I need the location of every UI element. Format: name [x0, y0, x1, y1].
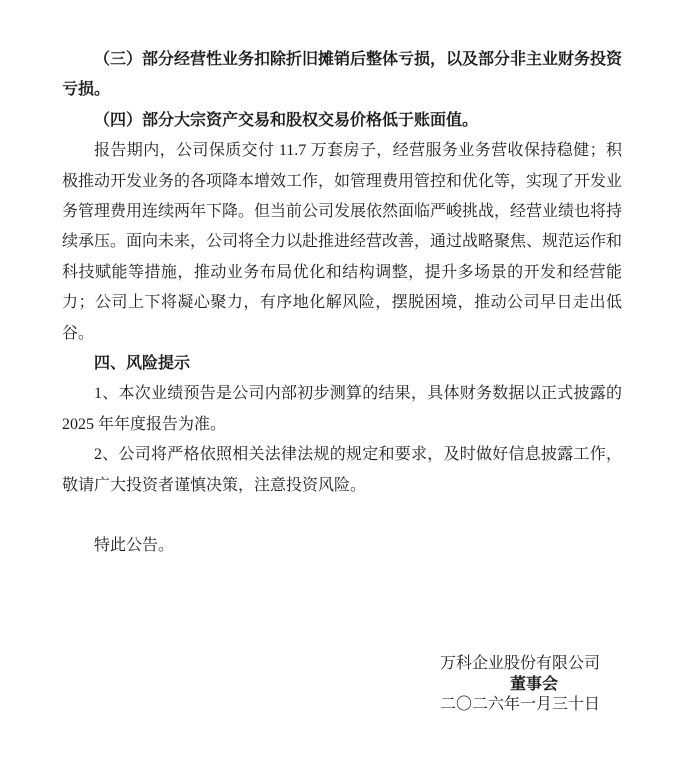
- paragraph-risk-note-1: 1、本次业绩预告是公司内部初步测算的结果，具体财务数据以正式披露的 2025 年年度报告为准。: [62, 385, 622, 433]
- paragraph-operations-summary: 报告期内，公司保质交付 11.7 万套房子，经营服务业务营收保持稳健；积极推动开发业务的各项降本增效工作，如管理费用管控和优化等，实现了开发业务管理费用连续两年下降。但当前公司发展依然面临严峻挑战，经营业绩也将持续承压。面向未来，公司将全力以赴推进经营改善，通过战略聚焦、规范运作和科技赋能等措施，推动业务布局优化和结构调整，提升多场景的开发和经营能力；公司上下将凝心聚力，有序地化解风险，摆脱困境，推动公司早日走出低谷。: [62, 142, 623, 342]
- paragraph-risk-note-2: 2、公司将严格依照相关法律法规的规定和要求，及时做好信息披露工作，敬请广大投资者谨慎决策，注意投资风险。: [62, 446, 622, 494]
- document-body: [62, 45, 622, 562]
- paragraph-section-heading-risk: 四、风险提示: [94, 355, 191, 373]
- signature-date: 二〇二六年一月三十日: [440, 696, 601, 714]
- paragraph-closing-statement: 特此公告。: [94, 537, 175, 555]
- paragraph-reason-item-3: （三）部分经营性业务扣除折旧摊销后整体亏损，以及部分非主业财务投资亏损。: [62, 51, 623, 99]
- signature-company-name: 万科企业股份有限公司: [440, 655, 601, 672]
- signature-board-of-directors: 董事会: [509, 675, 558, 693]
- signature-block: [440, 654, 600, 716]
- paragraph-reason-item-4: （四）部分大宗资产交易和股权交易价格低于账面值。: [94, 111, 479, 129]
